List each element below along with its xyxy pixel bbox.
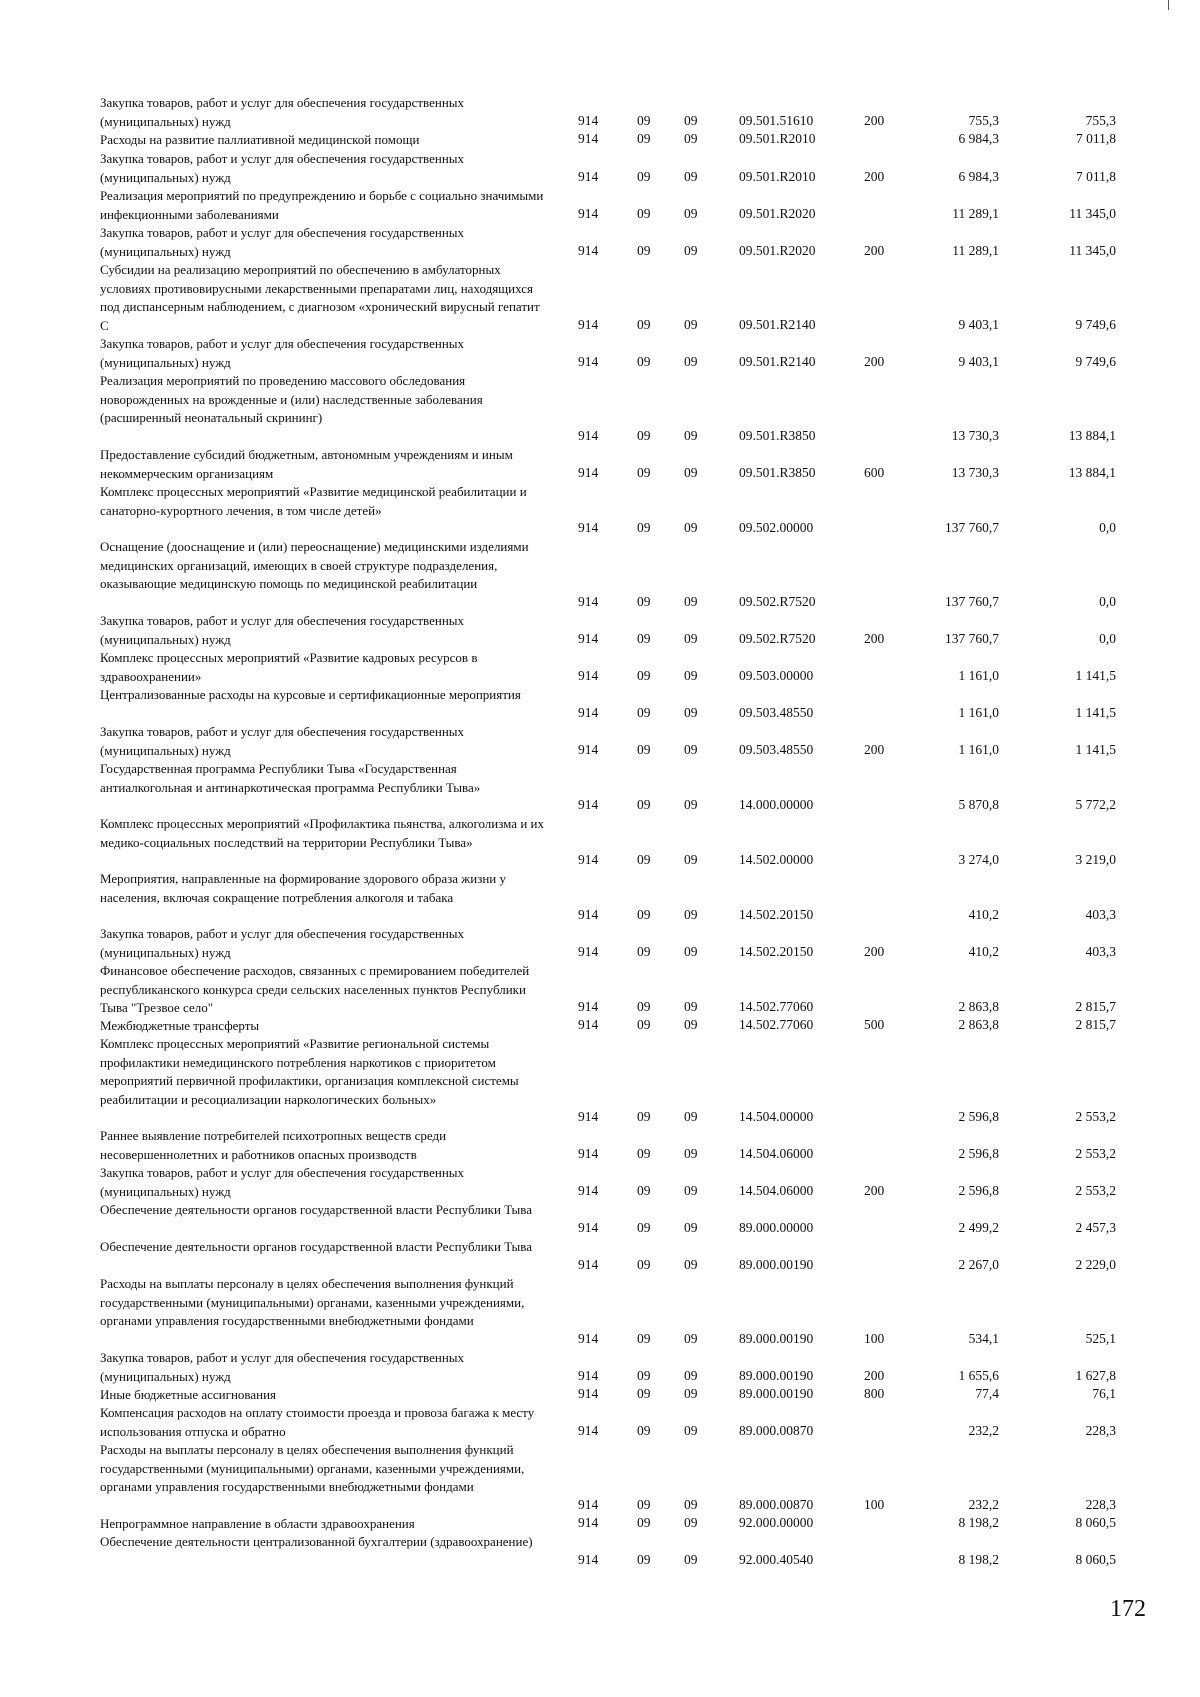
subsection-code: 09 — [684, 1183, 698, 1199]
table-row — [0, 925, 1200, 962]
expense-type-code: 200 — [864, 354, 885, 370]
admin-code: 914 — [578, 1515, 599, 1531]
section-code: 09 — [637, 1423, 651, 1439]
table-row — [0, 962, 1200, 1017]
section-code: 09 — [637, 1331, 651, 1347]
target-article-code: 09.501.R2020 — [739, 206, 816, 222]
admin-code: 914 — [578, 944, 599, 960]
expense-name: Централизованные расходы на курсовые и сертификационные мероприятия — [100, 687, 521, 702]
target-article-code: 09.502.R7520 — [739, 594, 816, 610]
table-row — [0, 94, 1200, 131]
expense-name: Субсидии на реализацию мероприятий по обеспечению в амбулаторных условиях противовирусными лекарственными препаратами лиц, находящихся под диспансерным наблюдением, с диагнозом «хронический вирусный гепатит С — [100, 262, 540, 333]
expense-type-code: 100 — [864, 1331, 885, 1347]
amount-year-2: 1 141,5 — [1075, 705, 1116, 721]
target-article-code: 14.504.00000 — [739, 1109, 814, 1125]
target-article-code: 14.504.06000 — [739, 1146, 814, 1162]
subsection-code: 09 — [684, 594, 698, 610]
subsection-code: 09 — [684, 1552, 698, 1568]
expense-name: Комплекс процессных мероприятий «Развитие медицинской реабилитации и санаторно-курортного лечения, в том числе детей» — [100, 484, 527, 518]
subsection-code: 09 — [684, 852, 698, 868]
expense-name: Расходы на развитие паллиативной медицинской помощи — [100, 132, 420, 147]
section-code: 09 — [637, 243, 651, 259]
subsection-code: 09 — [684, 944, 698, 960]
amount-year-1: 410,2 — [968, 944, 999, 960]
table-row — [0, 1515, 1200, 1533]
amount-year-2: 76,1 — [1092, 1386, 1116, 1402]
table-row — [0, 446, 1200, 483]
subsection-code: 09 — [684, 131, 698, 147]
target-article-code: 09.501.R2140 — [739, 317, 816, 333]
subsection-code: 09 — [684, 1386, 698, 1402]
amount-year-1: 13 730,3 — [951, 428, 999, 444]
amount-year-1: 6 984,3 — [958, 169, 999, 185]
amount-year-1: 8 198,2 — [958, 1552, 999, 1568]
section-code: 09 — [637, 1497, 651, 1513]
section-code: 09 — [637, 1220, 651, 1236]
amount-year-1: 137 760,7 — [945, 520, 999, 536]
section-code: 09 — [637, 797, 651, 813]
amount-year-1: 2 863,8 — [958, 999, 999, 1015]
amount-year-2: 3 219,0 — [1075, 852, 1116, 868]
section-code: 09 — [637, 705, 651, 721]
page-number: 172 — [1110, 1596, 1146, 1622]
amount-year-1: 11 289,1 — [952, 206, 999, 222]
amount-year-1: 137 760,7 — [945, 594, 999, 610]
amount-year-1: 137 760,7 — [945, 631, 999, 647]
table-row — [0, 131, 1200, 149]
amount-year-2: 2 457,3 — [1075, 1220, 1116, 1236]
expense-name: Закупка товаров, работ и услуг для обеспечения государственных (муниципальных) нужд — [100, 151, 465, 185]
table-row — [0, 224, 1200, 261]
expense-name: Закупка товаров, работ и услуг для обеспечения государственных (муниципальных) нужд — [100, 613, 465, 647]
subsection-code: 09 — [684, 1220, 698, 1236]
amount-year-1: 232,2 — [968, 1423, 999, 1439]
subsection-code: 09 — [684, 465, 698, 481]
expense-name: Расходы на выплаты персоналу в целях обеспечения выполнения функций государственными (муниципальными) органами, казенными учреждениями, органами управления государственными внебюджетными фондами — [100, 1442, 525, 1495]
amount-year-1: 1 655,6 — [958, 1368, 999, 1384]
amount-year-1: 1 161,0 — [958, 742, 999, 758]
section-code: 09 — [637, 428, 651, 444]
amount-year-2: 2 815,7 — [1075, 999, 1116, 1015]
admin-code: 914 — [578, 243, 599, 259]
expense-name: Межбюджетные трансферты — [100, 1018, 260, 1033]
amount-year-1: 1 161,0 — [958, 705, 999, 721]
subsection-code: 09 — [684, 1331, 698, 1347]
section-code: 09 — [637, 852, 651, 868]
target-article-code: 14.000.00000 — [739, 797, 814, 813]
table-row — [0, 483, 1200, 538]
subsection-code: 09 — [684, 206, 698, 222]
subsection-code: 09 — [684, 668, 698, 684]
table-row — [0, 1127, 1200, 1164]
amount-year-2: 2 229,0 — [1075, 1257, 1116, 1273]
subsection-code: 09 — [684, 1515, 698, 1531]
section-code: 09 — [637, 1109, 651, 1125]
target-article-code: 14.504.06000 — [739, 1183, 814, 1199]
amount-year-1: 5 870,8 — [958, 797, 999, 813]
subsection-code: 09 — [684, 520, 698, 536]
admin-code: 914 — [578, 1146, 599, 1162]
section-code: 09 — [637, 520, 651, 536]
subsection-code: 09 — [684, 428, 698, 444]
target-article-code: 89.000.00870 — [739, 1423, 814, 1439]
admin-code: 914 — [578, 1017, 599, 1033]
expense-type-code: 200 — [864, 243, 885, 259]
table-row — [0, 1238, 1200, 1275]
table-row — [0, 187, 1200, 224]
table-row — [0, 612, 1200, 649]
admin-code: 914 — [578, 852, 599, 868]
amount-year-2: 9 749,6 — [1075, 354, 1116, 370]
target-article-code: 09.501.R3850 — [739, 465, 816, 481]
admin-code: 914 — [578, 113, 599, 129]
subsection-code: 09 — [684, 243, 698, 259]
table-row — [0, 1201, 1200, 1238]
expense-name: Закупка товаров, работ и услуг для обеспечения государственных (муниципальных) нужд — [100, 1350, 465, 1384]
table-row — [0, 1441, 1200, 1515]
target-article-code: 09.503.48550 — [739, 742, 814, 758]
subsection-code: 09 — [684, 354, 698, 370]
expense-name: Иные бюджетные ассигнования — [100, 1387, 277, 1402]
target-article-code: 92.000.00000 — [739, 1515, 814, 1531]
expense-type-code: 200 — [864, 113, 885, 129]
expense-name: Компенсация расходов на оплату стоимости проезда и провоза багажа к месту использования отпуска и обратно — [100, 1405, 535, 1439]
section-code: 09 — [637, 631, 651, 647]
amount-year-2: 525,1 — [1085, 1331, 1116, 1347]
amount-year-2: 2 553,2 — [1075, 1146, 1116, 1162]
amount-year-1: 77,4 — [975, 1386, 999, 1402]
section-code: 09 — [637, 1146, 651, 1162]
admin-code: 914 — [578, 668, 599, 684]
target-article-code: 09.501.R2140 — [739, 354, 816, 370]
section-code: 09 — [637, 944, 651, 960]
table-row — [0, 686, 1200, 723]
admin-code: 914 — [578, 742, 599, 758]
admin-code: 914 — [578, 1423, 599, 1439]
table-row — [0, 870, 1200, 925]
amount-year-2: 8 060,5 — [1075, 1515, 1116, 1531]
amount-year-2: 2 553,2 — [1075, 1183, 1116, 1199]
subsection-code: 09 — [684, 705, 698, 721]
target-article-code: 09.502.00000 — [739, 520, 814, 536]
amount-year-2: 5 772,2 — [1075, 797, 1116, 813]
subsection-code: 09 — [684, 1109, 698, 1125]
section-code: 09 — [637, 1552, 651, 1568]
section-code: 09 — [637, 907, 651, 923]
admin-code: 914 — [578, 1552, 599, 1568]
scan-edge-mark — [1168, 0, 1169, 10]
section-code: 09 — [637, 1368, 651, 1384]
expense-name: Предоставление субсидий бюджетным, автономным учреждениям и иным некоммерческим организациям — [100, 447, 513, 481]
target-article-code: 14.502.20150 — [739, 907, 814, 923]
target-article-code: 14.502.77060 — [739, 1017, 814, 1033]
target-article-code: 09.501.R2010 — [739, 131, 816, 147]
section-code: 09 — [637, 999, 651, 1015]
section-code: 09 — [637, 465, 651, 481]
admin-code: 914 — [578, 465, 599, 481]
target-article-code: 89.000.00190 — [739, 1386, 814, 1402]
admin-code: 914 — [578, 169, 599, 185]
expense-name: Раннее выявление потребителей психотропных веществ среди несовершеннолетних и работников опасных производств — [100, 1128, 447, 1162]
amount-year-2: 2 553,2 — [1075, 1109, 1116, 1125]
expense-name: Расходы на выплаты персоналу в целях обеспечения выполнения функций государственными (муниципальными) органами, казенными учреждениями, органами управления государственными внебюджетными фондами — [100, 1276, 525, 1329]
target-article-code: 89.000.00190 — [739, 1331, 814, 1347]
amount-year-2: 7 011,8 — [1076, 169, 1116, 185]
section-code: 09 — [637, 742, 651, 758]
admin-code: 914 — [578, 131, 599, 147]
table-row — [0, 372, 1200, 446]
admin-code: 914 — [578, 797, 599, 813]
target-article-code: 09.503.48550 — [739, 705, 814, 721]
expense-name: Закупка товаров, работ и услуг для обеспечения государственных (муниципальных) нужд — [100, 95, 465, 129]
expense-name: Мероприятия, направленные на формирование здорового образа жизни у населения, включая сокращение потребления алкоголя и табака — [100, 871, 507, 905]
target-article-code: 89.000.00190 — [739, 1257, 814, 1273]
amount-year-2: 11 345,0 — [1069, 206, 1116, 222]
admin-code: 914 — [578, 999, 599, 1015]
target-article-code: 09.501.51610 — [739, 113, 814, 129]
section-code: 09 — [637, 1386, 651, 1402]
amount-year-1: 13 730,3 — [951, 465, 999, 481]
admin-code: 914 — [578, 428, 599, 444]
target-article-code: 14.502.20150 — [739, 944, 814, 960]
amount-year-1: 3 274,0 — [958, 852, 999, 868]
subsection-code: 09 — [684, 113, 698, 129]
subsection-code: 09 — [684, 631, 698, 647]
expense-name: Обеспечение деятельности централизованной бухгалтерии (здравоохранение) — [100, 1534, 533, 1549]
subsection-code: 09 — [684, 742, 698, 758]
table-row — [0, 261, 1200, 335]
table-row — [0, 538, 1200, 612]
amount-year-2: 11 345,0 — [1069, 243, 1116, 259]
table-row — [0, 150, 1200, 187]
table-row — [0, 1035, 1200, 1127]
amount-year-1: 1 161,0 — [958, 668, 999, 684]
table-row — [0, 1533, 1200, 1570]
subsection-code: 09 — [684, 1368, 698, 1384]
amount-year-2: 7 011,8 — [1076, 131, 1116, 147]
admin-code: 914 — [578, 1109, 599, 1125]
expense-name: Закупка товаров, работ и услуг для обеспечения государственных (муниципальных) нужд — [100, 225, 465, 259]
section-code: 09 — [637, 169, 651, 185]
admin-code: 914 — [578, 631, 599, 647]
expense-name: Финансовое обеспечение расходов, связанных с премированием победителей республиканского конкурса среди сельских населенных пунктов Республики Тыва "Трезвое село" — [100, 963, 530, 1016]
amount-year-2: 403,3 — [1085, 944, 1116, 960]
section-code: 09 — [637, 1183, 651, 1199]
admin-code: 914 — [578, 1331, 599, 1347]
expense-type-code: 500 — [864, 1017, 885, 1033]
table-row — [0, 760, 1200, 815]
subsection-code: 09 — [684, 797, 698, 813]
table-row — [0, 815, 1200, 870]
section-code: 09 — [637, 1515, 651, 1531]
target-article-code: 14.502.77060 — [739, 999, 814, 1015]
expense-type-code: 200 — [864, 742, 885, 758]
subsection-code: 09 — [684, 1146, 698, 1162]
amount-year-1: 2 596,8 — [958, 1146, 999, 1162]
amount-year-1: 9 403,1 — [958, 354, 999, 370]
table-row — [0, 1386, 1200, 1404]
admin-code: 914 — [578, 1386, 599, 1402]
admin-code: 914 — [578, 1368, 599, 1384]
table-row — [0, 1349, 1200, 1386]
table-row — [0, 1275, 1200, 1349]
section-code: 09 — [637, 1017, 651, 1033]
expense-type-code: 200 — [864, 1368, 885, 1384]
subsection-code: 09 — [684, 169, 698, 185]
amount-year-2: 0,0 — [1099, 631, 1116, 647]
amount-year-1: 2 863,8 — [958, 1017, 999, 1033]
target-article-code: 09.501.R2020 — [739, 243, 816, 259]
amount-year-2: 0,0 — [1099, 594, 1116, 610]
amount-year-2: 1 627,8 — [1075, 1368, 1116, 1384]
admin-code: 914 — [578, 1257, 599, 1273]
section-code: 09 — [637, 113, 651, 129]
target-article-code: 09.501.R2010 — [739, 169, 816, 185]
table-row — [0, 1404, 1200, 1441]
subsection-code: 09 — [684, 1497, 698, 1513]
expense-type-code: 800 — [864, 1386, 885, 1402]
amount-year-1: 410,2 — [968, 907, 999, 923]
expense-name: Оснащение (дооснащение и (или) переоснащение) медицинскими изделиями медицинских организаций, имеющих в своей структуре подразделения, оказывающие медицинскую помощь по медицинской реабилитации — [100, 539, 529, 592]
admin-code: 914 — [578, 317, 599, 333]
expense-type-code: 200 — [864, 631, 885, 647]
expense-type-code: 600 — [864, 465, 885, 481]
amount-year-1: 232,2 — [968, 1497, 999, 1513]
subsection-code: 09 — [684, 999, 698, 1015]
amount-year-2: 13 884,1 — [1068, 465, 1116, 481]
amount-year-1: 755,3 — [968, 113, 999, 129]
admin-code: 914 — [578, 206, 599, 222]
section-code: 09 — [637, 206, 651, 222]
amount-year-1: 2 499,2 — [958, 1220, 999, 1236]
expense-name: Обеспечение деятельности органов государственной власти Республики Тыва — [100, 1239, 532, 1254]
subsection-code: 09 — [684, 1257, 698, 1273]
amount-year-2: 1 141,5 — [1075, 668, 1116, 684]
expense-name: Комплекс процессных мероприятий «Развитие кадровых ресурсов в здравоохранении» — [100, 650, 478, 684]
table-row — [0, 335, 1200, 372]
amount-year-1: 2 596,8 — [958, 1183, 999, 1199]
admin-code: 914 — [578, 1497, 599, 1513]
expense-type-code: 200 — [864, 169, 885, 185]
admin-code: 914 — [578, 594, 599, 610]
expense-name: Обеспечение деятельности органов государственной власти Республики Тыва — [100, 1202, 532, 1217]
amount-year-1: 6 984,3 — [958, 131, 999, 147]
target-article-code: 14.502.00000 — [739, 852, 814, 868]
subsection-code: 09 — [684, 317, 698, 333]
target-article-code: 09.502.R7520 — [739, 631, 816, 647]
amount-year-2: 8 060,5 — [1075, 1552, 1116, 1568]
target-article-code: 89.000.00870 — [739, 1497, 814, 1513]
section-code: 09 — [637, 668, 651, 684]
expense-name: Закупка товаров, работ и услуг для обеспечения государственных (муниципальных) нужд — [100, 336, 465, 370]
admin-code: 914 — [578, 907, 599, 923]
section-code: 09 — [637, 131, 651, 147]
target-article-code: 89.000.00190 — [739, 1368, 814, 1384]
expense-name: Закупка товаров, работ и услуг для обеспечения государственных (муниципальных) нужд — [100, 1165, 465, 1199]
amount-year-2: 0,0 — [1099, 520, 1116, 536]
amount-year-2: 9 749,6 — [1075, 317, 1116, 333]
amount-year-2: 1 141,5 — [1075, 742, 1116, 758]
admin-code: 914 — [578, 354, 599, 370]
expense-name: Государственная программа Республики Тыва «Государственная антиалкогольная и антинаркотическая программа Республики Тыва» — [100, 761, 481, 795]
expense-type-code: 200 — [864, 944, 885, 960]
expense-name: Комплекс процессных мероприятий «Профилактика пьянства, алкоголизма и их медико-социальных последствий на территории Республики Тыва» — [100, 816, 544, 850]
amount-year-1: 2 596,8 — [958, 1109, 999, 1125]
amount-year-1: 8 198,2 — [958, 1515, 999, 1531]
expense-name: Комплекс процессных мероприятий «Развитие региональной системы профилактики немедицинского потребления наркотиков с приоритетом мероприятий первичной профилактики, организация комплексной системы реабилитации и ресоциализации наркологических больных» — [100, 1036, 519, 1107]
table-row — [0, 1164, 1200, 1201]
expense-name: Закупка товаров, работ и услуг для обеспечения государственных (муниципальных) нужд — [100, 926, 465, 960]
table-row — [0, 723, 1200, 760]
amount-year-2: 13 884,1 — [1068, 428, 1116, 444]
amount-year-2: 2 815,7 — [1075, 1017, 1116, 1033]
expense-type-code: 200 — [864, 1183, 885, 1199]
target-article-code: 09.503.00000 — [739, 668, 814, 684]
expense-name: Закупка товаров, работ и услуг для обеспечения государственных (муниципальных) нужд — [100, 724, 465, 758]
section-code: 09 — [637, 1257, 651, 1273]
expense-name: Реализация мероприятий по предупреждению и борьбе с социально значимыми инфекционными заболеваниями — [100, 188, 544, 222]
subsection-code: 09 — [684, 1423, 698, 1439]
amount-year-2: 755,3 — [1085, 113, 1116, 129]
section-code: 09 — [637, 594, 651, 610]
admin-code: 914 — [578, 520, 599, 536]
amount-year-1: 534,1 — [968, 1331, 999, 1347]
target-article-code: 92.000.40540 — [739, 1552, 814, 1568]
admin-code: 914 — [578, 1220, 599, 1236]
amount-year-2: 403,3 — [1085, 907, 1116, 923]
amount-year-1: 2 267,0 — [958, 1257, 999, 1273]
target-article-code: 89.000.00000 — [739, 1220, 814, 1236]
amount-year-2: 228,3 — [1085, 1497, 1116, 1513]
amount-year-2: 228,3 — [1085, 1423, 1116, 1439]
expense-name: Реализация мероприятий по проведению массового обследования новорожденных на врожденные и (или) наследственные заболевания (расширенный неонатальный скрининг) — [100, 373, 483, 426]
table-row — [0, 649, 1200, 686]
expense-type-code: 100 — [864, 1497, 885, 1513]
admin-code: 914 — [578, 1183, 599, 1199]
target-article-code: 09.501.R3850 — [739, 428, 816, 444]
amount-year-1: 9 403,1 — [958, 317, 999, 333]
amount-year-1: 11 289,1 — [952, 243, 999, 259]
table-row — [0, 1017, 1200, 1035]
subsection-code: 09 — [684, 907, 698, 923]
section-code: 09 — [637, 317, 651, 333]
expense-name: Непрограммное направление в области здравоохранения — [100, 1516, 415, 1531]
subsection-code: 09 — [684, 1017, 698, 1033]
admin-code: 914 — [578, 705, 599, 721]
section-code: 09 — [637, 354, 651, 370]
